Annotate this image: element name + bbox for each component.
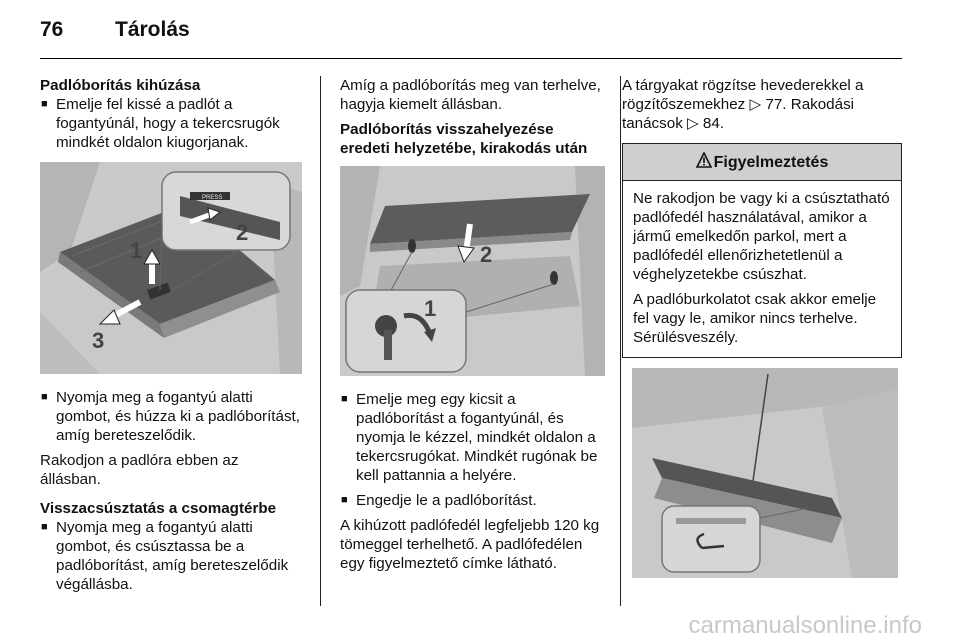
bullet-press-button: ■ Nyomja meg a fogantyú alatti gombot, és húzza ki a padlóborítást, amíg bereteszelődik. bbox=[40, 388, 302, 445]
para-max-load: A kihúzott padlófedél legfeljebb 120 kg tömeggel terhelhető. A padlófedélen egy figyelmeztető címke látható. bbox=[340, 517, 600, 572]
watermark: carmanualsonline.info bbox=[688, 612, 922, 639]
heading-restore-floor: Padlóborítás visszahelyezése eredeti helyzetébe, kirakodás után bbox=[340, 121, 588, 157]
warning-body bbox=[623, 181, 901, 357]
page-header bbox=[40, 18, 920, 48]
figure-pull-out-illustration bbox=[40, 162, 302, 374]
bullet-slide-in: ■ Nyomja meg a fogantyú alatti gombot, és csúsztassa be a padlóborítást, amíg bereteszelődik végállásba. bbox=[40, 518, 302, 594]
figure-label-1: 1 bbox=[130, 238, 143, 263]
page-ref-link[interactable]: 77 bbox=[765, 96, 783, 113]
warning-triangle-icon bbox=[696, 152, 712, 173]
heading-pull-out: Padlóborítás kihúzása bbox=[40, 77, 201, 94]
warning-title: Figyelmeztetés bbox=[713, 153, 829, 171]
column-2 bbox=[340, 76, 605, 573]
header-rule bbox=[40, 58, 902, 59]
figure-label-2: 2 bbox=[236, 220, 249, 245]
page-ref-arrow-icon: ▷ bbox=[687, 115, 703, 132]
page-title: Tárolás bbox=[115, 18, 190, 41]
warning-box bbox=[622, 143, 902, 358]
column-3 bbox=[622, 76, 902, 578]
figure-warning-label-illustration bbox=[632, 368, 898, 578]
press-text: PRESS bbox=[202, 195, 223, 201]
column-separator-2 bbox=[620, 76, 621, 606]
bullet-lift-floor: ■ Emelje fel kissé a padlót a fogantyúnál, hogy a tekercsrugók mindkét oldalon kiugorjanak. bbox=[40, 95, 302, 152]
warning-header bbox=[623, 144, 901, 181]
figure2-label-2: 2 bbox=[480, 242, 493, 267]
figure-label-3: 3 bbox=[92, 328, 105, 353]
page-ref-link[interactable]: 84 bbox=[702, 115, 720, 132]
bullet-lift-press-springs: ■ Emelje meg egy kicsit a padlóborítást a fogantyúnál, és nyomja le kézzel, mindkét oldalon a tekercsrugókat. Mindkét rugónak be kell pattannia a helyére. bbox=[340, 390, 605, 485]
figure2-label-1: 1 bbox=[424, 296, 437, 321]
column-separator-1 bbox=[320, 76, 321, 606]
para-load-floor: Rakodjon a padlóra ebben az állásban. bbox=[40, 452, 239, 488]
warning-text-2: A padlóburkolatot csak akkor emelje fel vagy le, amikor nincs terhelve. Sérülésveszély. bbox=[633, 291, 877, 346]
para-keep-raised: Amíg a padlóborítás meg van terhelve, hagyja kiemelt állásban. bbox=[340, 77, 601, 113]
warning-text-1: Ne rakodjon be vagy ki a csúsztatható padlófedél használatával, amikor a jármű emelkedőn parkol, mert a padlófedél ellenőrizhetetlenül a véghelyzetekbe csúszhat. bbox=[633, 190, 890, 283]
heading-slide-back: Visszacsúsztatás a csomagtérbe bbox=[40, 500, 277, 517]
page-number: 76 bbox=[40, 18, 64, 41]
figure-restore-illustration bbox=[340, 166, 605, 376]
bullet-lower-floor: ■ Engedje le a padlóborítást. bbox=[340, 491, 605, 510]
page-ref-arrow-icon: ▷ bbox=[749, 96, 766, 113]
column-1 bbox=[40, 76, 302, 594]
para-secure-items: A tárgyakat rögzítse hevederekkel a rögzítőszemekhez ▷ 77. Rakodási tanácsok ▷ 84. bbox=[622, 77, 864, 132]
